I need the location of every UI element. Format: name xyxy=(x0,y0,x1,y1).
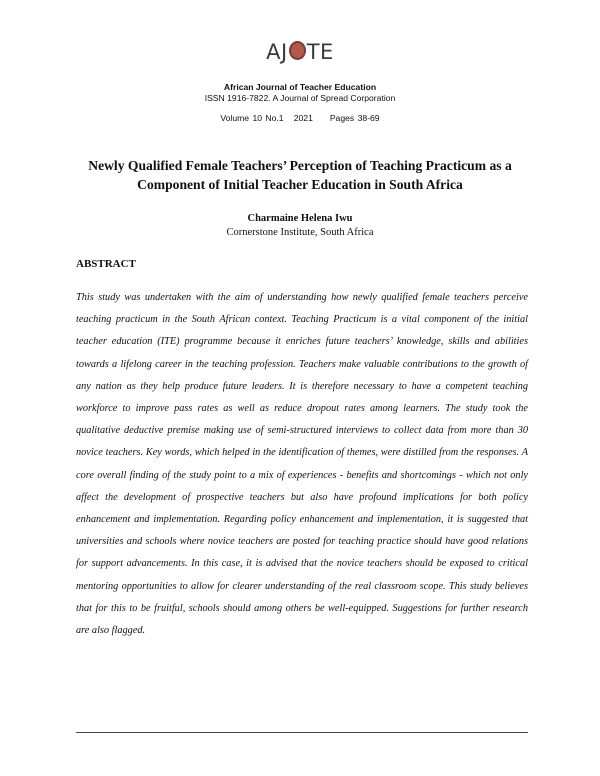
footer-divider xyxy=(76,732,528,733)
journal-info xyxy=(0,82,600,104)
abstract-heading: ABSTRACT xyxy=(76,258,136,270)
logo-text-left: AJ xyxy=(266,40,288,64)
author-affiliation: Cornerstone Institute, South Africa xyxy=(226,227,374,238)
author-block xyxy=(0,212,600,240)
abstract-body: This study was undertaken with the aim of understanding how newly qualified female teachers perceive teaching practicum in the South African context. Teaching Practicum is a vital component of the initial teacher education (ITE) programme because it enriches future teachers’ knowledge, skills and abilities towards a lifelong career in the teaching profession. Teachers make valuable contributions to the growth of any nation as they help produce future leaders. It is therefore necessary to have a competent teaching workforce to improve pass rates as well as reduce dropout rates among learners. The study took the qualitative deductive premise making use of semi-structured interviews to collect data from more than 30 novice teachers. Key words, which helped in the identification of themes, were distilled from the responses. A core overall finding of the study point to a mix of experiences - benefits and shortcomings - which not only affect the development of prospective teachers but also have profound implications for both policy enhancement and implementation. Regarding policy enhancement and implementation, it is suggested that universities and schools where novice teachers are posted for teaching practice should have good relations for support advancements. In this case, it is advised that the novice teachers should be exposed to critical mentoring opportunities to allow for clearer understanding of the real classroom scope. This study believes that for this to be fruitful, schools should among others be well-equipped. Suggestions for further research are also flagged. xyxy=(76,292,528,637)
africa-map-icon xyxy=(289,41,306,60)
journal-name: African Journal of Teacher Education xyxy=(223,82,377,92)
publication-year: 2021 xyxy=(293,113,313,123)
page-range: Pages 38-69 xyxy=(329,113,380,123)
volume-number: Volume 10 No.1 xyxy=(220,113,284,123)
author-name: Charmaine Helena Iwu xyxy=(247,213,353,224)
journal-logo xyxy=(0,40,600,64)
paper-title: Newly Qualified Female Teachers’ Perception of Teaching Practicum as a Component of Initial Teacher Education in South Africa xyxy=(88,158,512,192)
logo-text-right: TE xyxy=(306,40,334,64)
volume-line xyxy=(0,113,600,123)
journal-issn: ISSN 1916-7822. A Journal of Spread Corporation xyxy=(204,93,396,103)
